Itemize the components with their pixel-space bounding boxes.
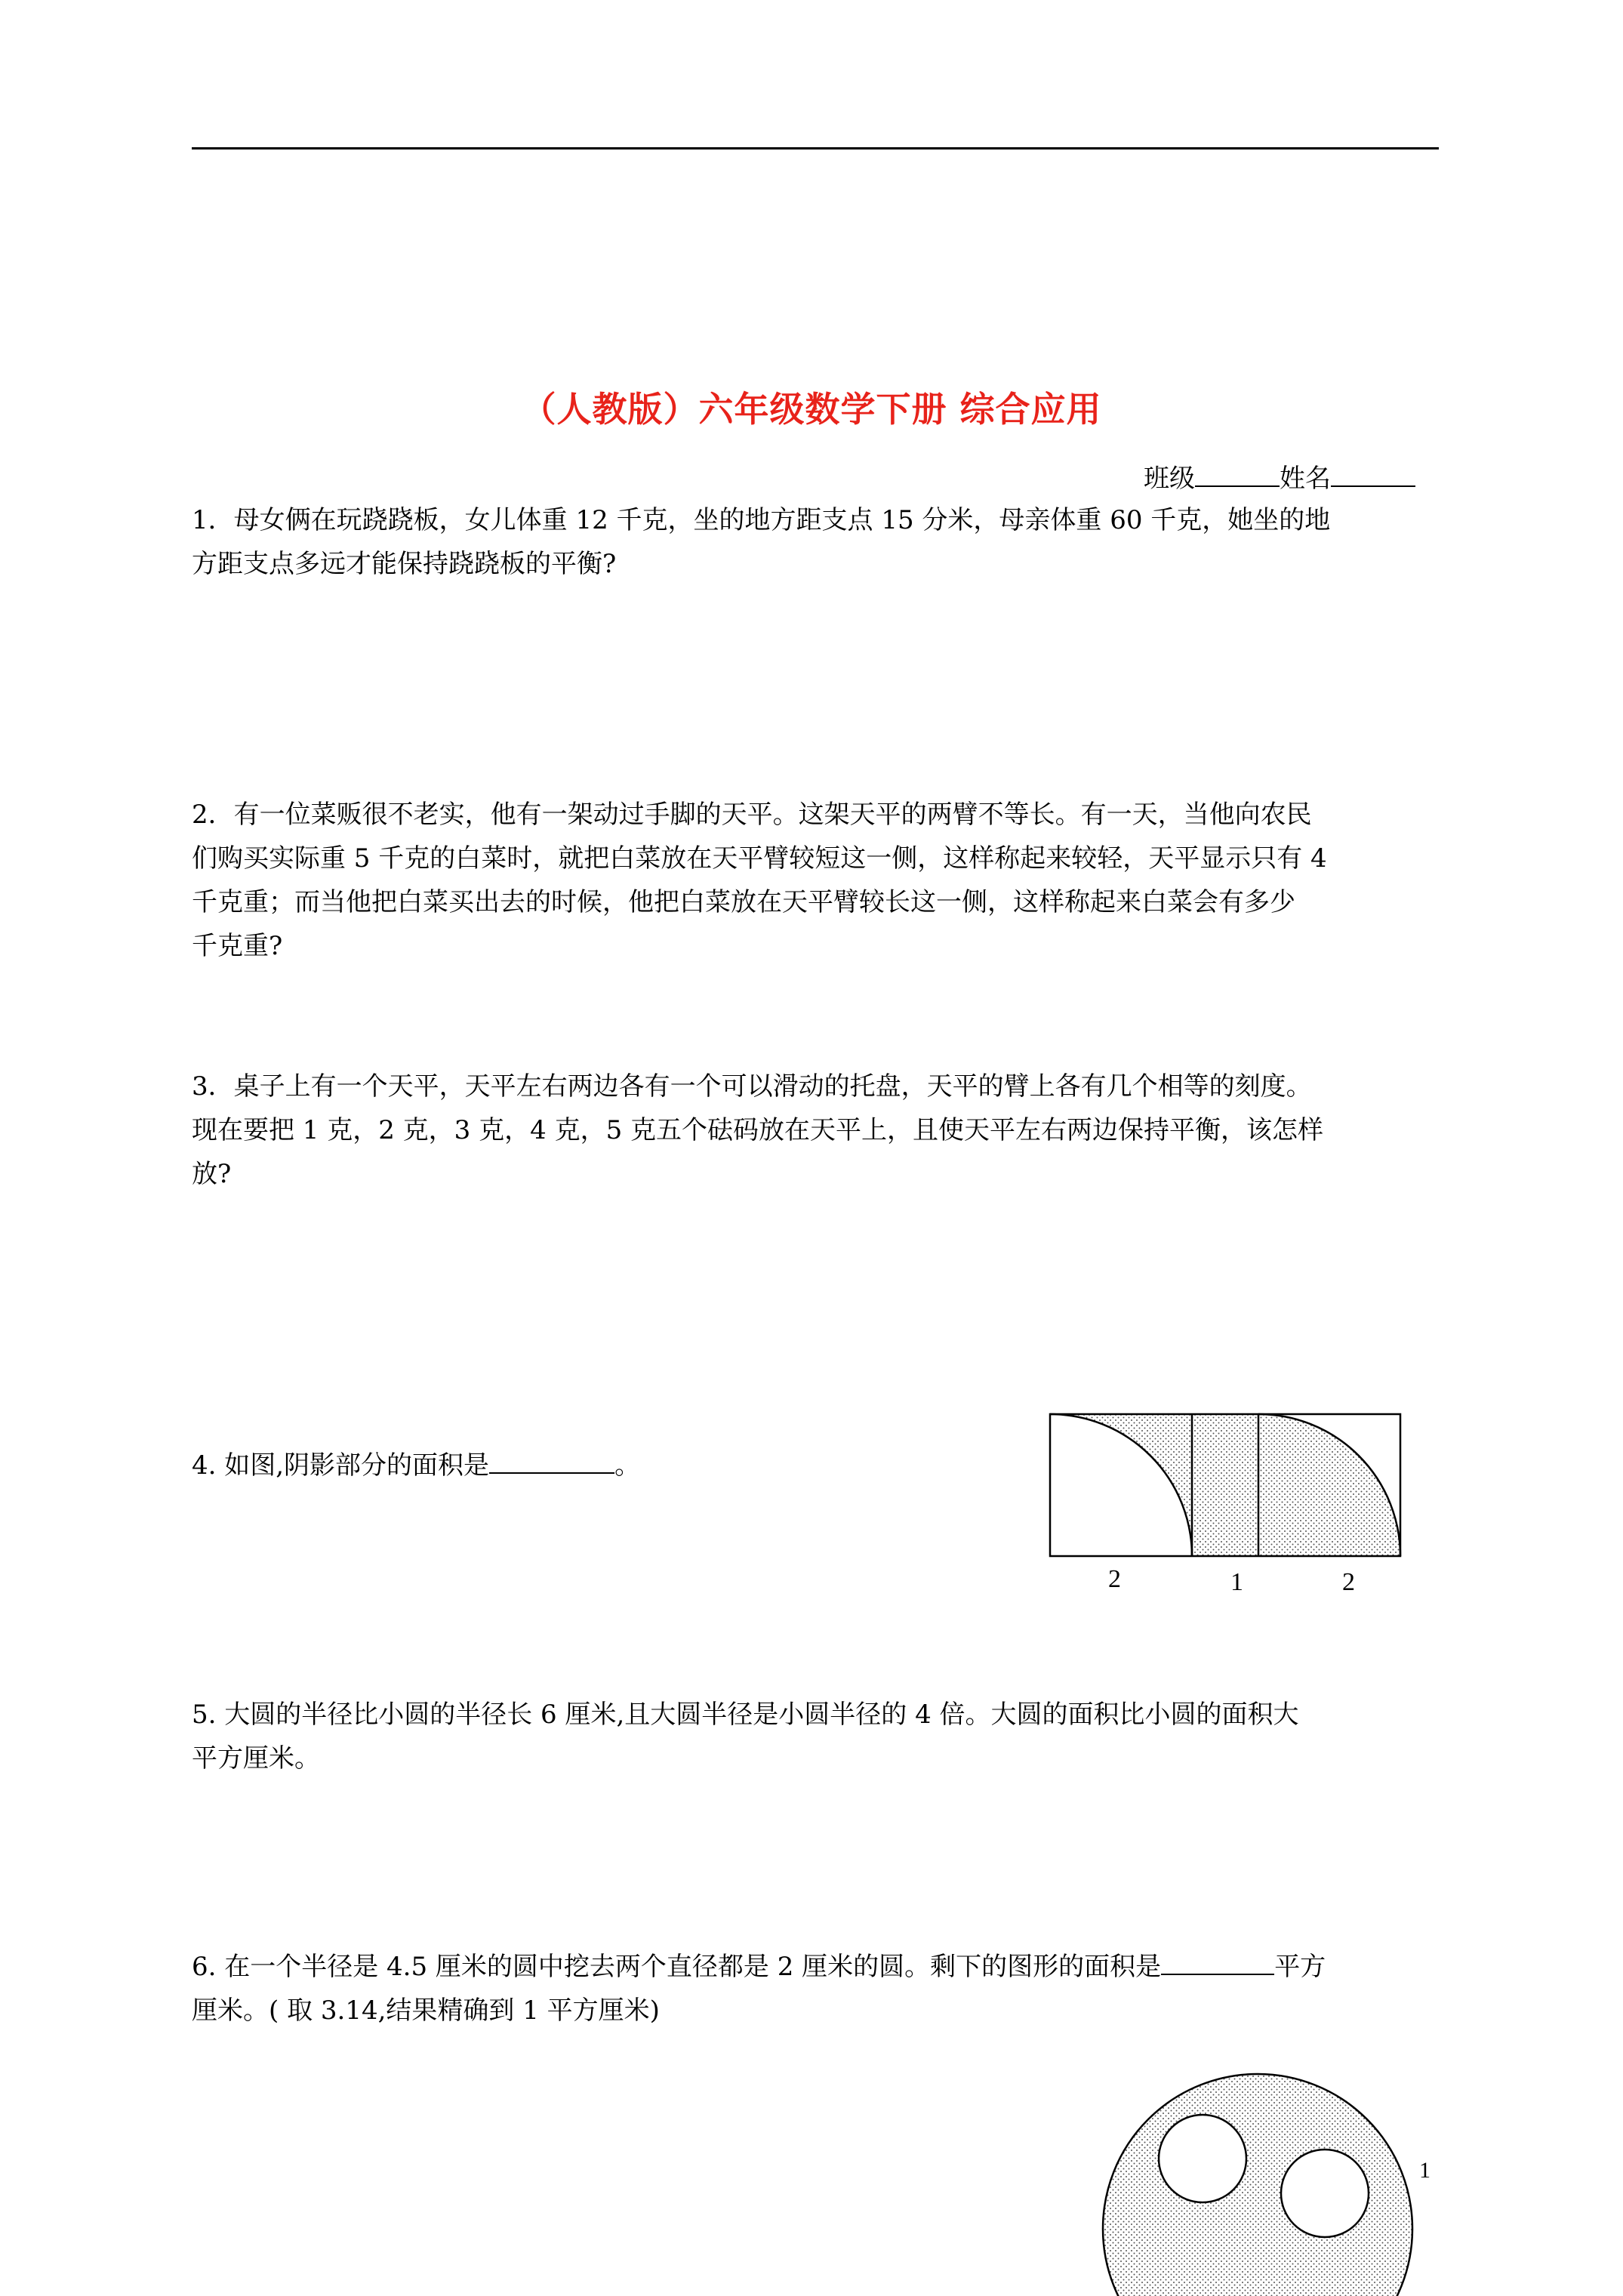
question-2-line-3: 千克重；而当他把白菜买出去的时候，他把白菜放在天平臂较长这一侧，这样称起来白菜会有多少 (192, 887, 1295, 917)
q4-left-shaded-region (1050, 1414, 1192, 1556)
q4-label-middle: 1 (1230, 1568, 1243, 1596)
question-2-line-4: 千克重? (192, 931, 283, 961)
q4-label-left: 2 (1108, 1565, 1121, 1593)
page-title: （人教版）六年级数学下册 综合应用 (521, 389, 1102, 430)
q6-small-circle-left (1159, 2115, 1246, 2202)
question-6-suffix: 平方 (1274, 1952, 1326, 1982)
question-3 (192, 1065, 1439, 1196)
question-2 (192, 793, 1439, 968)
question-3-line-1: 3．桌子上有一个天平，天平左右两边各有一个可以滑动的托盘，天平的臂上各有几个相等的刻度。 (192, 1071, 1312, 1102)
name-blank[interactable] (1331, 460, 1415, 487)
page-number: 1 (1419, 2158, 1431, 2183)
question-6-figure (1098, 2069, 1415, 2296)
question-4-figure (1046, 1408, 1423, 1559)
class-name-line (1144, 458, 1415, 495)
question-1 (192, 498, 1439, 586)
question-2-line-2: 们购买实际重 5 千克的白菜时，就把白菜放在天平臂较短这一侧，这样称起来较轻，天平显示只有 4 (192, 843, 1327, 874)
question-5 (192, 1693, 1439, 1780)
question-1-line-1: 1．母女俩在玩跷跷板，女儿体重 12 千克，坐的地方距支点 15 分米，母亲体重 60 千克，她坐的地 (192, 505, 1331, 535)
class-label: 班级 (1144, 464, 1195, 494)
question-6-answer-blank[interactable] (1161, 1951, 1274, 1975)
question-5-line-2: 平方厘米。 (192, 1743, 320, 1774)
question-1-line-2: 方距支点多远才能保持跷跷板的平衡? (192, 549, 617, 579)
question-3-line-2: 现在要把 1 克，2 克，3 克，4 克，5 克五个砝码放在天平上，且使天平左右两边保持平衡，该怎样 (192, 1115, 1324, 1145)
name-label: 姓名 (1280, 464, 1331, 494)
class-blank[interactable] (1195, 460, 1280, 487)
question-4-answer-blank[interactable] (489, 1450, 614, 1474)
question-4-suffix: 。 (614, 1450, 641, 1481)
question-4-text: 4. 如图,阴影部分的面积是 (192, 1450, 490, 1481)
q4-middle-shaded-strip (1192, 1414, 1258, 1556)
question-6 (192, 1945, 1439, 2032)
question-5-line-1: 5. 大圆的半径比小圆的半径长 6 厘米,且大圆半径是小圆半径的 4 倍。大圆的面积比小圆的面积大 (192, 1700, 1299, 1730)
question-2-line-1: 2．有一位菜贩很不老实，他有一架动过手脚的天平。这架天平的两臂不等长。有一天，当他向农民 (192, 800, 1312, 830)
question-6-text: 6. 在一个半径是 4.5 厘米的圆中挖去两个直径都是 2 厘米的圆。剩下的图形的面积是 (192, 1952, 1162, 1982)
header-rule (192, 147, 1439, 149)
question-6-line-2: 厘米。( 取 3.14,结果精确到 1 平方厘米) (192, 1996, 660, 2026)
question-3-line-3: 放? (192, 1159, 232, 1189)
question-6-line-1 (192, 1945, 1439, 1989)
q4-right-shaded-quarter (1258, 1414, 1400, 1556)
q6-small-circle-right (1281, 2150, 1369, 2237)
q4-label-right: 2 (1342, 1568, 1355, 1596)
